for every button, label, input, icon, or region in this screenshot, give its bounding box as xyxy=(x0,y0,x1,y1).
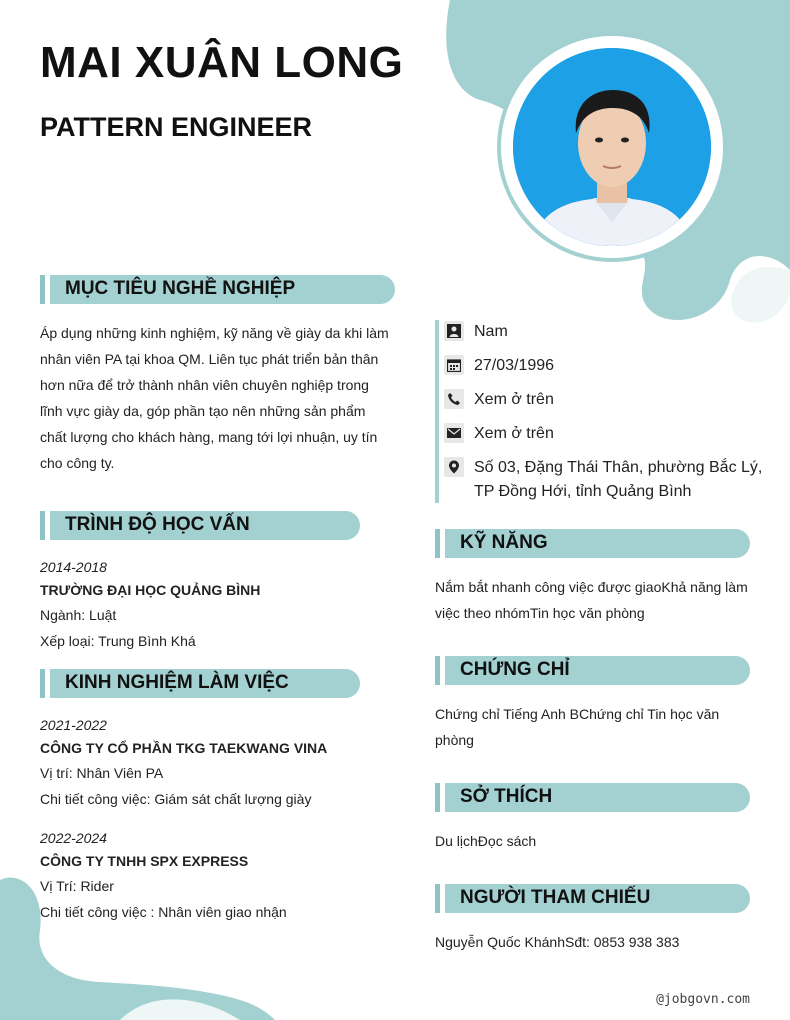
location-pin-icon xyxy=(444,457,464,477)
education-period: 2014-2018 xyxy=(40,559,107,575)
person-icon xyxy=(444,321,464,341)
references-heading-label: NGƯỜI THAM CHIẾU xyxy=(460,887,651,908)
address-line-2: TP Đồng Hới, tỉnh Quảng Bình xyxy=(474,483,692,500)
experience-detail: Chi tiết công việc: Giám sát chất lượng giày xyxy=(40,791,312,807)
contact-divider xyxy=(435,320,439,503)
email-value: Xem ở trên xyxy=(474,425,554,442)
experience-company: CÔNG TY TNHH SPX EXPRESS xyxy=(40,853,249,869)
skills-heading xyxy=(435,529,750,558)
skills-heading-label: KỸ NĂNG xyxy=(460,532,548,553)
profile-photo xyxy=(513,48,711,246)
certificates-heading xyxy=(435,656,750,685)
job-title: PATTERN ENGINEER xyxy=(40,112,313,142)
objective-heading-label: MỤC TIÊU NGHỀ NGHIỆP xyxy=(65,278,296,299)
experience-company: CÔNG TY CỔ PHẦN TKG TAEKWANG VINA xyxy=(40,740,328,756)
experience-position: Vị Trí: Rider xyxy=(40,878,114,894)
hobbies-text: Du lịchĐọc sách xyxy=(435,833,537,849)
experience-heading xyxy=(40,669,360,698)
calendar-icon xyxy=(444,355,464,375)
references-text: Nguyễn Quốc KhánhSđt: 0853 938 383 xyxy=(435,934,680,950)
references-heading xyxy=(435,884,750,913)
hobbies-heading xyxy=(435,783,750,812)
objective-text: Áp dụng những kinh nghiệm, kỹ năng về giày da khi làm nhân viên PA tại khoa QM. Liên tục phát triển bản thân hơn nữa để trở thành nhân viên chuyên nghiệp trong lĩnh vực giày da, góp phần tạo nên những sản phẩm chất lượng cho khách hàng, mang tới lợi nhuận, uy tín cho công ty. xyxy=(40,325,389,471)
certificates-heading-label: CHỨNG CHỈ xyxy=(460,659,570,680)
skills-text: Nắm bắt nhanh công việc được giaoKhả năng làm việc theo nhómTin học văn phòng xyxy=(435,579,748,621)
profile-photo-frame xyxy=(501,36,723,258)
phone-value: Xem ở trên xyxy=(474,391,554,408)
birthday-value: 27/03/1996 xyxy=(474,357,555,374)
avatar xyxy=(513,48,711,246)
objective-heading xyxy=(40,275,395,304)
education-major: Ngành: Luật xyxy=(40,607,117,623)
gender-value: Nam xyxy=(474,323,508,340)
phone-icon xyxy=(444,389,464,409)
experience-heading-label: KINH NGHIỆM LÀM VIỆC xyxy=(65,672,289,693)
address-line-1: Số 03, Đặng Thái Thân, phường Bắc Lý, xyxy=(474,459,763,476)
experience-position: Vị trí: Nhân Viên PA xyxy=(40,765,164,781)
email-icon xyxy=(444,423,464,443)
watermark: @jobgovn.com xyxy=(656,992,750,1007)
hobbies-heading-label: SỞ THÍCH xyxy=(460,786,553,807)
experience-period: 2022-2024 xyxy=(40,830,107,846)
experience-detail: Chi tiết công việc : Nhân viên giao nhận xyxy=(40,904,287,920)
education-grade: Xếp loại: Trung Bình Khá xyxy=(40,633,196,649)
education-school: TRƯỜNG ĐẠI HỌC QUẢNG BÌNH xyxy=(40,582,261,598)
experience-period: 2021-2022 xyxy=(40,717,107,733)
candidate-name: MAI XUÂN LONG xyxy=(40,38,404,87)
certificates-text: Chứng chỉ Tiếng Anh BChứng chỉ Tin học văn phòng xyxy=(435,706,720,748)
education-heading-label: TRÌNH ĐỘ HỌC VẤN xyxy=(65,514,250,535)
education-heading xyxy=(40,511,360,540)
